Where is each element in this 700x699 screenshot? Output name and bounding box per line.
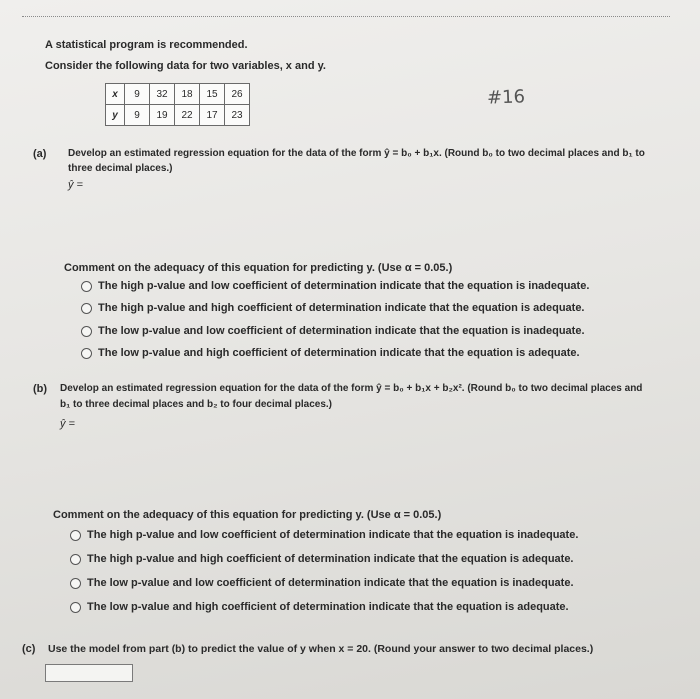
table-cell: 9 — [125, 105, 150, 126]
table-cell: 17 — [200, 105, 225, 126]
part-c-label: (c) — [22, 643, 36, 655]
part-a-prompt: Develop an estimated regression equation for the data of the form ŷ = b₀ + b₁x. (Round b₀ to two decimal places and b₁ to — [68, 148, 645, 159]
table-header-x: x — [106, 84, 125, 105]
part-b-label: (b) — [33, 383, 48, 395]
part-b-option-1-radio[interactable] — [70, 530, 81, 541]
top-divider — [22, 16, 670, 17]
part-b-option-4-radio[interactable] — [70, 602, 81, 613]
part-a-option-3-label[interactable]: The low p-value and low coefficient of determination indicate that the equation is inadequate. — [98, 325, 585, 337]
part-a-option-4-label[interactable]: The low p-value and high coefficient of determination indicate that the equation is adequate. — [98, 347, 580, 359]
data-table — [105, 83, 250, 126]
part-b-comment-prompt: Comment on the adequacy of this equation for predicting y. (Use α = 0.05.) — [53, 509, 442, 521]
table-row-y — [106, 105, 250, 126]
part-b-prompt: Develop an estimated regression equation for the data of the form ŷ = b₀ + b₁x + b₂x². (Round b₀ to two decimal places and — [60, 383, 643, 394]
part-b-option-2-label[interactable]: The high p-value and high coefficient of determination indicate that the equation is adequate. — [87, 553, 574, 565]
intro-recommendation: A statistical program is recommended. — [45, 39, 248, 51]
table-cell: 26 — [225, 84, 250, 105]
part-a-option-1-label[interactable]: The high p-value and low coefficient of determination indicate that the equation is inadequate. — [98, 280, 590, 292]
part-b-option-1-label[interactable]: The high p-value and low coefficient of determination indicate that the equation is inadequate. — [87, 529, 579, 541]
part-a-option-3-radio[interactable] — [81, 326, 92, 337]
part-a-prompt-continued: three decimal places.) — [68, 163, 173, 174]
table-header-y: y — [106, 105, 125, 126]
part-a-option-4-radio[interactable] — [81, 348, 92, 359]
part-b-option-2-radio[interactable] — [70, 554, 81, 565]
table-cell: 15 — [200, 84, 225, 105]
intro-data-description: Consider the following data for two variables, x and y. — [45, 60, 326, 72]
part-a-comment-prompt: Comment on the adequacy of this equation for predicting y. (Use α = 0.05.) — [64, 262, 453, 274]
part-c-answer-input[interactable] — [45, 664, 133, 682]
part-a-option-2-radio[interactable] — [81, 303, 92, 314]
part-b-option-4-label[interactable]: The low p-value and high coefficient of determination indicate that the equation is adequate. — [87, 601, 569, 613]
table-cell: 19 — [150, 105, 175, 126]
handwritten-problem-number: #16 — [486, 86, 526, 109]
part-a-option-2-label[interactable]: The high p-value and high coefficient of determination indicate that the equation is adequate. — [98, 302, 585, 314]
part-b-prompt-continued: b₁ to three decimal places and b₂ to four decimal places.) — [60, 399, 332, 410]
part-b-equation-input[interactable]: ŷ = — [60, 418, 75, 430]
table-cell: 9 — [125, 84, 150, 105]
table-cell: 32 — [150, 84, 175, 105]
table-cell: 18 — [175, 84, 200, 105]
part-a-option-1-radio[interactable] — [81, 281, 92, 292]
table-cell: 22 — [175, 105, 200, 126]
table-row-x — [106, 84, 250, 105]
part-b-option-3-label[interactable]: The low p-value and low coefficient of determination indicate that the equation is inadequate. — [87, 577, 574, 589]
part-a-equation-input[interactable]: ŷ = — [68, 179, 83, 191]
part-a-label: (a) — [33, 148, 47, 160]
part-c-prompt: Use the model from part (b) to predict the value of y when x = 20. (Round your answer to two decimal places.) — [48, 643, 594, 655]
part-b-option-3-radio[interactable] — [70, 578, 81, 589]
table-cell: 23 — [225, 105, 250, 126]
